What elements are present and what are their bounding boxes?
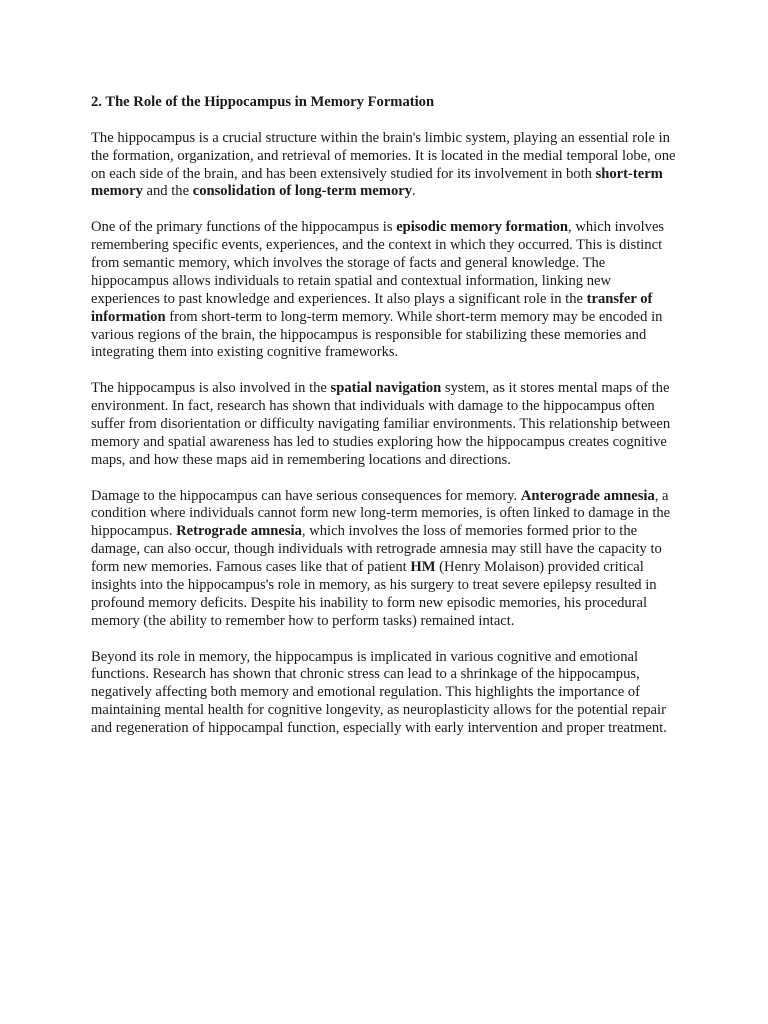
p2-text-1: One of the primary functions of the hippocampus is (91, 219, 397, 236)
p4-bold-anterograde-amnesia: Anterograde amnesia (520, 487, 655, 504)
paragraph-4 (91, 488, 681, 631)
paragraph-3 (91, 380, 681, 470)
p4-text-4: (Henry Molaison) provided critical insights into the hippocampus's role in memory, as his surgery to treat severe epilepsy resulted in profound memory deficits. Despite his inability to form new episodic memories, his procedural memory (the ability to remember how to perform tasks) remained intact. (91, 559, 657, 629)
p4-bold-retrograde-amnesia: Retrograde amnesia (176, 523, 302, 540)
p2-bold-transfer-of-information: transfer of information (91, 290, 653, 325)
p4-text-1: Damage to the hippocampus can have serious consequences for memory. (91, 487, 521, 504)
p4-text-2: , a condition where individuals cannot form new long-term memories, is often linked to damage in the hippocampus. (91, 487, 671, 540)
p1-text-1: The hippocampus is a crucial structure within the brain's limbic system, playing an essential role in the formation, organization, and retrieval of memories. It is located in the medial temporal lobe, one on each side of the brain, and has been extensively studied for its involvement in both (91, 129, 676, 182)
p2-text-2: , which involves remembering specific events, experiences, and the context in which they occurred. This is distinct from semantic memory, which involves the storage of facts and general knowledge. The hippocampus allows individuals to retain spatial and contextual information, linking new experiences to past knowledge and experiences. It also plays a significant role in the (91, 219, 665, 307)
p1-text-3: . (412, 183, 416, 200)
p5-text-1: Beyond its role in memory, the hippocampus is implicated in various cognitive and emotional functions. Research has shown that chronic stress can lead to a shrinkage of the hippocampus, negatively affecting both memory and emotional regulation. This highlights the importance of maintaining mental health for cognitive longevity, as neuroplasticity allows for the potential repair and regeneration of hippocampal function, especially with early intervention and proper treatment. (91, 648, 667, 737)
paragraph-1 (91, 130, 681, 202)
p4-bold-hm: HM (410, 559, 436, 576)
document-page (91, 94, 681, 756)
p2-text-3: from short-term to long-term memory. While short-term memory may be encoded in various regions of the brain, the hippocampus is responsible for stabilizing these memories and integrating them into existing cognitive frameworks. (91, 308, 663, 361)
p3-bold-spatial-navigation: spatial navigation (330, 380, 442, 397)
paragraph-2 (91, 219, 681, 362)
p1-text-2: and the (142, 183, 193, 200)
p2-bold-episodic-memory: episodic memory formation (396, 219, 569, 236)
p1-bold-consolidation: consolidation of long-term memory (192, 183, 413, 200)
p3-text-2: system, as it stores mental maps of the environment. In fact, research has shown that individuals with damage to the hippocampus often suffer from disorientation or difficulty navigating familiar environments. This relationship between memory and spatial awareness has led to studies exploring how the hippocampus creates cognitive maps, and how these maps aid in remembering locations and directions. (91, 380, 671, 468)
section-heading: 2. The Role of the Hippocampus in Memory Formation (91, 94, 435, 110)
paragraph-5 (91, 649, 681, 739)
p3-text-1: The hippocampus is also involved in the (91, 380, 331, 397)
p1-bold-short-term-memory: short-term memory (91, 165, 663, 200)
p4-text-3: , which involves the loss of memories formed prior to the damage, can also occur, though individuals with retrograde amnesia may still have the capacity to form new memories. Famous cases like that of patient (91, 523, 662, 576)
